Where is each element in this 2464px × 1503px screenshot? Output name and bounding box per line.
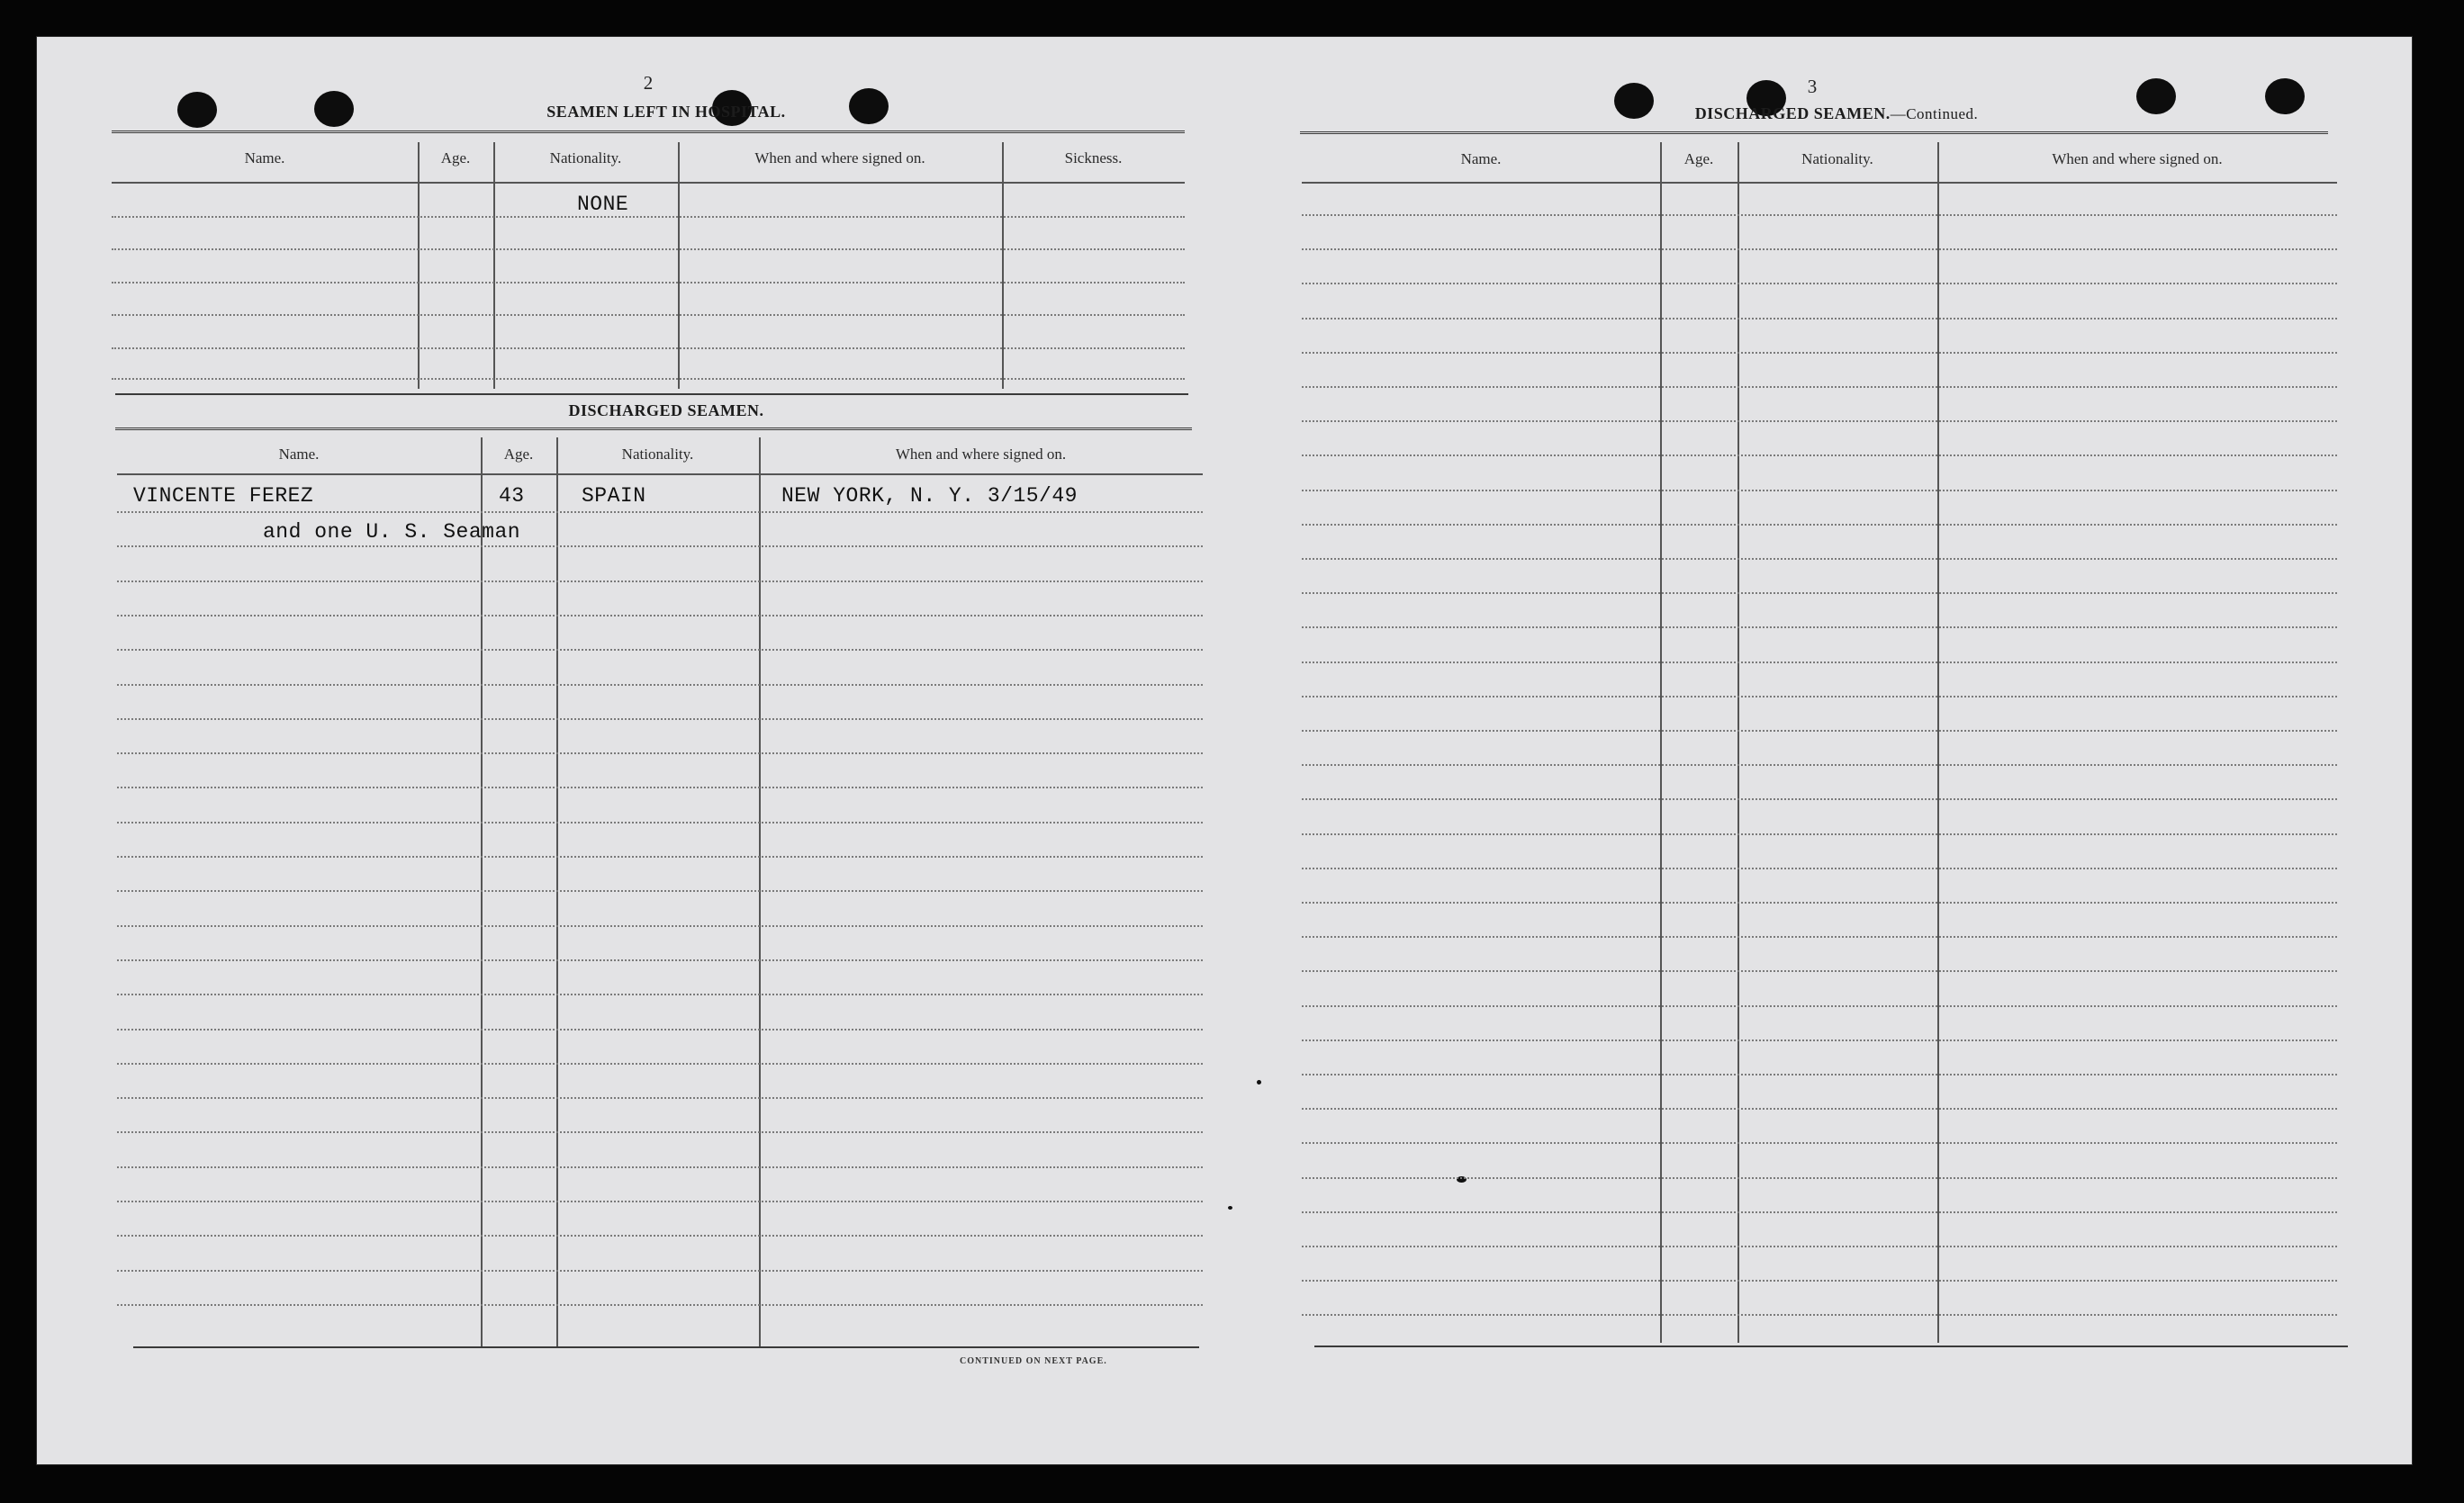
ruled-line bbox=[1302, 798, 2337, 800]
column-header-name: Name. bbox=[1460, 150, 1502, 167]
seaman-signed-on: NEW YORK, N. Y. 3/15/49 bbox=[781, 484, 1078, 508]
continued-note: CONTINUED ON NEXT PAGE. bbox=[960, 1356, 1107, 1366]
discharged-note: and one U. S. Seaman bbox=[263, 520, 521, 544]
column-divider bbox=[1002, 142, 1004, 389]
ruled-line bbox=[117, 1201, 1203, 1202]
punch-hole bbox=[2265, 78, 2305, 114]
column-header-nationality: Nationality. bbox=[549, 149, 622, 166]
ruled-line bbox=[117, 545, 1203, 547]
column-header-sickness: Sickness. bbox=[1064, 149, 1123, 166]
left-page-bottom-rule bbox=[133, 1346, 1199, 1348]
ruled-line bbox=[117, 959, 1203, 961]
hospital-top-rule bbox=[112, 130, 1185, 136]
ink-speck bbox=[1257, 1080, 1261, 1084]
page-number-left: 2 bbox=[643, 72, 654, 94]
ruled-line bbox=[117, 615, 1203, 616]
seaman-nationality: SPAIN bbox=[582, 484, 646, 508]
punch-hole bbox=[2136, 78, 2176, 114]
header-underline bbox=[117, 473, 1203, 475]
ruled-line bbox=[1302, 1108, 2337, 1110]
ruled-line bbox=[117, 890, 1203, 892]
ruled-line bbox=[117, 1235, 1203, 1237]
ruled-line bbox=[1302, 1040, 2337, 1041]
header-underline bbox=[1302, 182, 2337, 184]
ruled-line bbox=[117, 1304, 1203, 1306]
ruled-line bbox=[117, 1166, 1203, 1168]
ruled-line bbox=[1302, 1005, 2337, 1007]
right-top-rule bbox=[1300, 131, 2328, 137]
ruled-line bbox=[1302, 662, 2337, 663]
column-header-age: Age. bbox=[1683, 150, 1714, 167]
ruled-line bbox=[112, 248, 1185, 250]
ruled-line bbox=[1302, 626, 2337, 628]
ruled-line bbox=[117, 649, 1203, 651]
ruled-line bbox=[117, 718, 1203, 720]
ruled-line bbox=[1302, 490, 2337, 491]
ruled-line bbox=[1302, 1211, 2337, 1213]
column-divider bbox=[493, 142, 495, 389]
ruled-line bbox=[117, 994, 1203, 995]
ruled-line bbox=[1302, 696, 2337, 698]
ruled-line bbox=[117, 684, 1203, 686]
column-header-age: Age. bbox=[440, 149, 471, 166]
ruled-line bbox=[1302, 764, 2337, 766]
ruled-line bbox=[1302, 386, 2337, 388]
ruled-line bbox=[112, 282, 1185, 284]
ruled-line bbox=[1302, 730, 2337, 732]
ruled-line bbox=[117, 1097, 1203, 1099]
column-header-name: Name. bbox=[278, 446, 320, 463]
column-divider bbox=[1937, 142, 1939, 1343]
column-header-signed-on: When and where signed on. bbox=[754, 149, 925, 166]
punch-hole bbox=[177, 92, 217, 128]
ruled-line bbox=[1302, 283, 2337, 284]
ruled-line bbox=[1302, 524, 2337, 526]
ruled-line bbox=[117, 511, 1203, 513]
column-header-nationality: Nationality. bbox=[621, 446, 694, 463]
ruled-line bbox=[1302, 868, 2337, 869]
ruled-line bbox=[1302, 1074, 2337, 1076]
ruled-line bbox=[1302, 214, 2337, 216]
ruled-line bbox=[112, 347, 1185, 349]
ruled-line bbox=[117, 1063, 1203, 1065]
ruled-line bbox=[1302, 1314, 2337, 1316]
ruled-line bbox=[112, 216, 1185, 218]
ruled-line bbox=[1302, 970, 2337, 972]
ruled-line bbox=[1302, 1142, 2337, 1144]
ruled-line bbox=[112, 378, 1185, 380]
discharged-section-title: DISCHARGED SEAMEN. bbox=[568, 401, 764, 419]
column-header-age: Age. bbox=[503, 446, 534, 463]
ledger-sheet bbox=[36, 36, 2413, 1465]
discharged-top-rule bbox=[115, 428, 1192, 433]
column-divider bbox=[678, 142, 680, 389]
punch-hole bbox=[314, 91, 354, 127]
ruled-line bbox=[1302, 1177, 2337, 1179]
ruled-line bbox=[1302, 592, 2337, 594]
seaman-name: VINCENTE FEREZ bbox=[133, 484, 314, 508]
column-divider bbox=[418, 142, 420, 389]
ruled-line bbox=[117, 856, 1203, 858]
column-header-signed-on: When and where signed on. bbox=[2052, 150, 2223, 167]
title-suffix: —Continued. bbox=[1890, 105, 1979, 122]
column-header-signed-on: When and where signed on. bbox=[895, 446, 1067, 463]
ruled-line bbox=[1302, 1280, 2337, 1282]
ink-speck bbox=[1228, 1206, 1232, 1210]
ruled-line bbox=[117, 787, 1203, 788]
ruled-line bbox=[1302, 318, 2337, 320]
page-number-right: 3 bbox=[1807, 76, 1818, 97]
discharged-continued-title bbox=[1629, 104, 2044, 123]
header-underline bbox=[112, 182, 1185, 184]
ruled-line bbox=[1302, 902, 2337, 904]
discharged-table-left bbox=[117, 437, 1203, 1346]
ruled-line bbox=[117, 1131, 1203, 1133]
ruled-line bbox=[117, 925, 1203, 927]
ruled-line bbox=[117, 1270, 1203, 1272]
ruled-line bbox=[1302, 833, 2337, 835]
ruled-line bbox=[1302, 454, 2337, 456]
ruled-line bbox=[117, 752, 1203, 754]
ruled-line bbox=[1302, 352, 2337, 354]
column-header-name: Name. bbox=[244, 149, 285, 166]
column-divider bbox=[1737, 142, 1739, 1343]
ruled-line bbox=[117, 1029, 1203, 1030]
ruled-line bbox=[1302, 936, 2337, 938]
ruled-line bbox=[1302, 420, 2337, 422]
discharged-table-right bbox=[1302, 142, 2337, 1343]
column-header-nationality: Nationality. bbox=[1801, 150, 1873, 167]
ruled-line bbox=[112, 314, 1185, 316]
column-divider bbox=[1660, 142, 1662, 1343]
ruled-line bbox=[117, 580, 1203, 582]
ruled-line bbox=[1302, 558, 2337, 560]
hospital-bottom-rule bbox=[115, 393, 1188, 395]
right-page-bottom-rule bbox=[1314, 1346, 2348, 1347]
ruled-line bbox=[1302, 248, 2337, 250]
hospital-section-title: SEAMEN LEFT IN HOSPITAL. bbox=[546, 103, 786, 121]
title-main: DISCHARGED SEAMEN. bbox=[1694, 104, 1891, 122]
ruled-line bbox=[117, 822, 1203, 824]
ruled-line bbox=[1302, 1246, 2337, 1247]
hospital-entry: NONE bbox=[577, 193, 629, 216]
hospital-table bbox=[112, 142, 1185, 389]
seaman-age: 43 bbox=[499, 484, 525, 508]
